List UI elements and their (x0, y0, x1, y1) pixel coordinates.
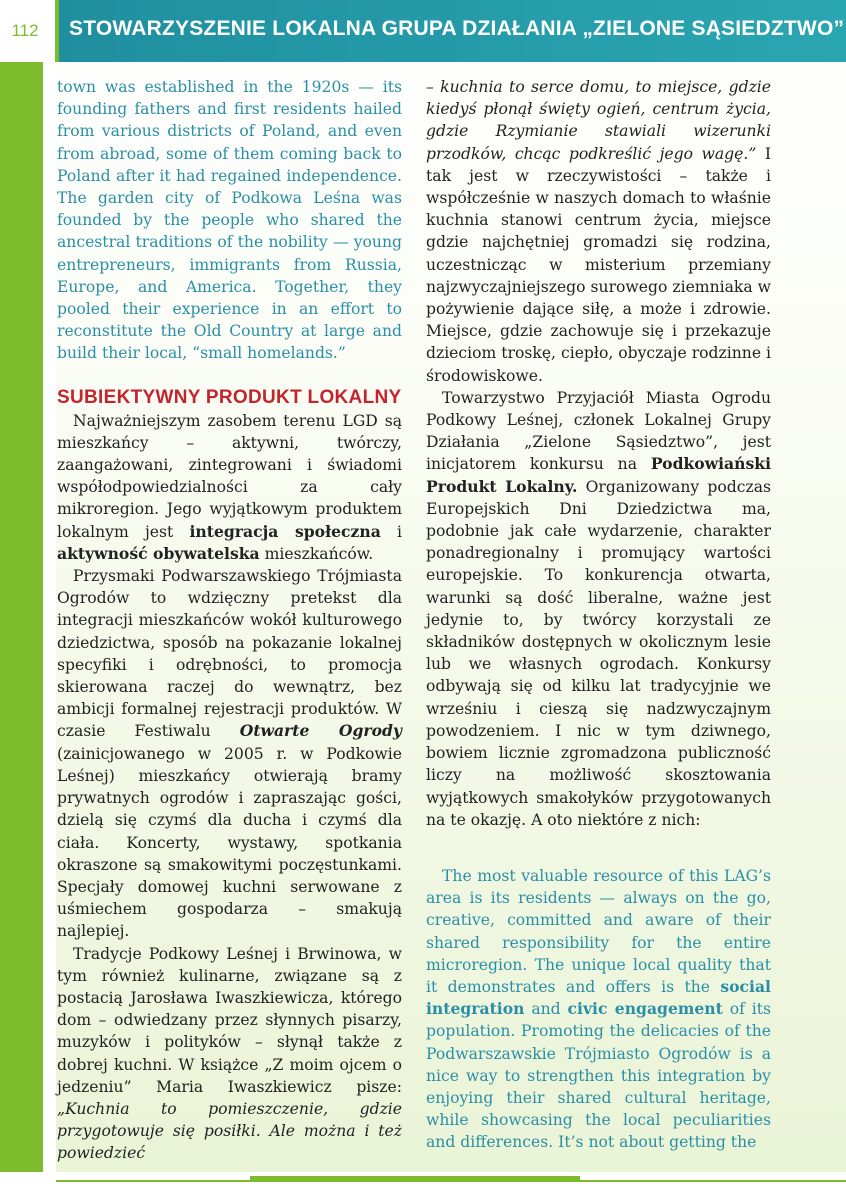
page-number: 112 (11, 21, 39, 40)
footer-accent-bar (250, 1176, 580, 1182)
english-translation-paragraph (426, 865, 771, 1154)
paragraph-traditions (57, 943, 402, 1165)
text-run: I tak jest w rzeczywistości – także i współcześnie w naszych domach to właśnie kuchnia stanowi centrum życia, miejsce gdzie najchętniej gromadzi się rodzina, uczestnicząc w misterium przemiany najzwyczajniejszego surowego ziemniaka w pożywienie dające siłę, a może i zdrowie. Miejsce, gdzie zachowuje się i przekazuje dzieciom troskę, ciepło, obyczaje rodzinne i środowiskowe. (426, 144, 772, 385)
festival-name: Otwarte Ogrody (239, 721, 402, 741)
header-band (55, 0, 846, 62)
bold-term-local-product: Podkowiański Produkt Lokalny. (426, 454, 771, 496)
text-run: Towarzystwo Przyjaciół Miasta Ogrodu Podkowy Leśnej, członek Lokalnej Grupy Działania „Zielone Sąsiedztwo”, jest inicjatorem konkursu na (426, 388, 771, 474)
text-run: (zainicjowanego w 2005 r. w Podkowie Leśnej) mieszkańcy otwierają bramy prywatnych ogrodów i zapraszając gości, dzielą się czymś dla ducha i czymś dla ciała. Koncerty, wystawy, spotkania okraszone są smakowitymi poczęstunkami. Specjały domowej kuchni serwowane z uśmiechem gospodarza – smakują najlepiej. (57, 744, 402, 941)
right-column (426, 76, 771, 1154)
header-title: STOWARZYSZENIE LOKALNA GRUPA DZIAŁANIA „ZIELONE SĄSIEDZTWO” (69, 17, 845, 40)
bold-term-social-integration: integracja społeczna (189, 521, 381, 541)
quote-text: „Kuchnia to pomieszczenie, gdzie przygotowuje się posiłki. Ale można i też powiedzieć (57, 1099, 402, 1163)
text-run: and (524, 1000, 568, 1019)
text-run: Tradycje Podkowy Leśnej i Brwinowa, w tym również kulinarne, związane są z postacią Jarosława Iwaszkiewicza, którego dom – odwiedzany przez słynnych pisarzy, muzyków i polityków – słynął także z dobrej kuchni. W książce „Z moim ojcem o jedzeniu” Maria Iwaszkiewicz pisze: (57, 944, 402, 1096)
text-run: Przysmaki Podwarszawskiego Trójmiasta Ogrodów to wdzięczny pretekst dla integracji mieszkańców wokół kulturowego dziedzictwa, sposób na pokazanie lokalnej specyfiki i odrębności, to promocja skierowana raczej do wewnątrz, bez ambicji formalnej rejestracji produktów. W czasie Festiwalu (57, 567, 402, 741)
paragraph-kitchen-quote (426, 76, 771, 387)
left-green-bar (0, 62, 43, 1172)
spacer (426, 831, 771, 865)
text-run: Organizowany podczas Europejskich Dni Dziedzictwa ma, podobnie jak całe wydarzenie, charakter ponadregionalny i promujący wartości europejskie. To konkurencja otwarta, warunki są dość liberalne, ważne jest jedynie to, by twórcy korzystali ze składników dostępnych w okolicznym lesie lub we własnych ogrodach. Konkursy odbywają się od kilku lat tradycyjnie we wrześniu i cieszą się nadzwyczajnym powodzeniem. I nic w tym dziwnego, bowiem licznie zgromadzona publiczność liczy na możliwość skosztowania wyjątkowych smakołyków przygotowanych na te okazję. A oto niektóre z nich: (426, 477, 771, 829)
bold-term-social-integration-en: social integration (426, 976, 771, 1019)
paragraph-contest (426, 387, 771, 831)
bold-term-civic-engagement-en: civic engagement (567, 999, 723, 1019)
quote-text: – kuchnia to serce domu, to miejsce, gdzie kiedyś płonął święty ogień, centrum życia, gdzie Rzymianie stawiali wizerunki przodków, chcąc podkreślić jego wagę.” (426, 78, 771, 163)
text-run: i (380, 522, 402, 541)
bold-term-civic-activity: aktywność obywatelska (57, 543, 260, 563)
paragraph-festival (57, 565, 402, 942)
left-column (57, 76, 402, 1165)
english-intro-paragraph: town was established in the 1920s — its founding fathers and first residents hailed from various districts of Poland, and even from abroad, some of them coming back to Poland after it had regained independence. The garden city of Podkowa Leśna was founded by the people who shared the ancestral traditions of the nobility — young entrepreneurs, immigrants from Russia, Europe, and America. Together, they pooled their experience in an effort to reconstitute the Old Country at large and build their local, “small homelands.” (57, 78, 402, 363)
text-run: mieszkańców. (259, 544, 374, 563)
text-run: of its population. Promoting the delicacies of the Podwarszawskie Trójmiasto Ogrodów is a nice way to strengthen this integration by enjoying their shared cultural heritage, while showcasing the local peculiarities and differences. It’s not about getting the (426, 1000, 771, 1152)
section-heading: SUBIEKTYWNY PRODUKT LOKALNY (57, 386, 402, 408)
text-run: The most valuable resource of this LAG’s area is its residents — always on the go, creative, committed and aware of their shared responsibility for the entire microregion. The unique local quality that it demonstrates and offers is the (426, 866, 771, 996)
paragraph-resources (57, 410, 402, 565)
text-run: Najważniejszym zasobem terenu LGD są mieszkańcy – aktywni, twórczy, zaangażowani, zintegrowani i świadomi współodpowiedzialności za cały mikroregion. Jego wyjątkowym produktem lokalnym jest (57, 411, 402, 541)
